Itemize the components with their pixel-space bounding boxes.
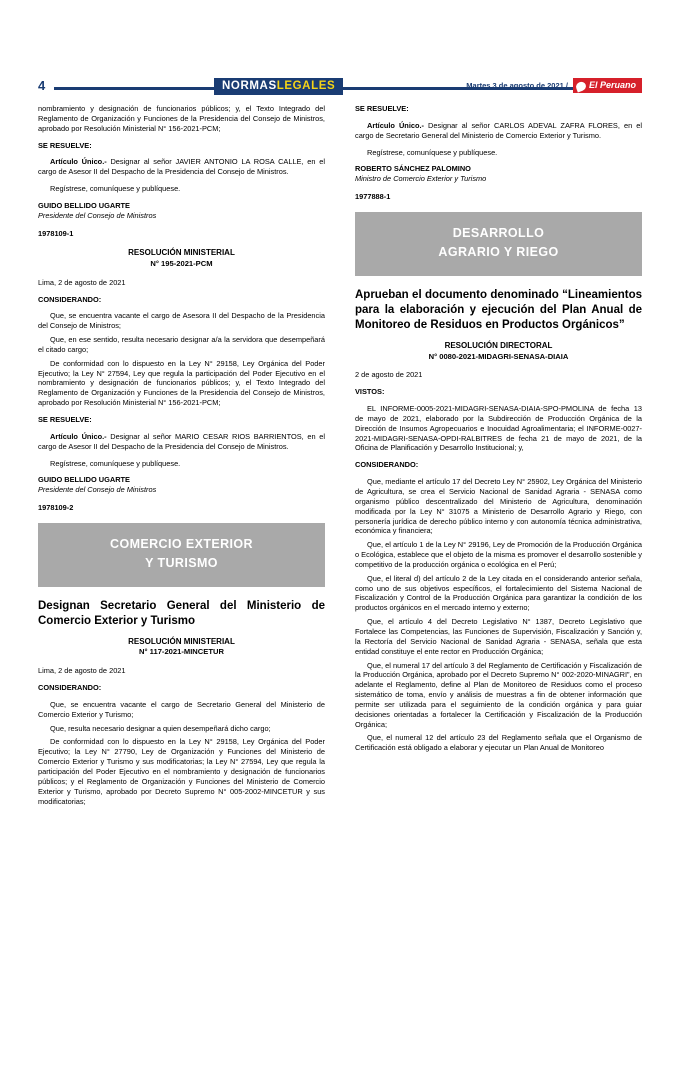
- paragraph: De conformidad con lo dispuesto en la Ley N° 29158, Ley Orgánica del Poder Ejecutivo; la Ley N° 27790, Ley de Organización y Funciones del Ministerio de Comercio Exterior y Turismo y sus modificatorias; la Ley N° 27594, Ley que regula la participación del Poder Ejecutivo en el nombramiento y designación de funcionarios públicos; y el Reglamento de Organización y Funciones del Ministerio de Comercio Exterior y Turismo, aprobado por Decreto Supremo N° 005-2002-MINCETUR y sus modificatorias;: [38, 737, 325, 806]
- registrese-line: Regístrese, comuníquese y publíquese.: [367, 147, 498, 157]
- masthead-title-normas: NORMAS: [222, 80, 277, 92]
- considerando-heading: CONSIDERANDO:: [38, 683, 102, 693]
- lima-date: Lima, 2 de agosto de 2021: [38, 277, 126, 287]
- se-resuelve-heading: SE RESUELVE:: [38, 414, 92, 424]
- vistos-heading: VISTOS:: [355, 387, 385, 397]
- resolution-title-line1: RESOLUCIÓN MINISTERIAL: [128, 636, 235, 646]
- articulo-text: Designar al señor CARLOS ADEVAL ZAFRA FLORES, en el cargo de Secretario General del Ministerio de Comercio Exterior y Turismo.: [355, 120, 642, 140]
- resolution-title: [38, 637, 325, 657]
- paragraph: Que, el artículo 4 del Decreto Legislativo N° 1387, Decreto Legislativo que Fortalece las Competencias, las Funciones de Supervisión, Fiscalización y Sanción y, la Rectoría del Servicio Nacional de Sanidad Agraria - SENASA, señala que esta entidad constituye el ente rector en Producción Orgánica;: [355, 617, 642, 656]
- page-masthead: [38, 78, 642, 97]
- resolution-title-line1: RESOLUCIÓN MINISTERIAL: [128, 248, 235, 258]
- paragraph: Que, mediante el artículo 17 del Decreto Ley N° 25902, Ley Orgánica del Ministerio de Agricultura, se crea el Servicio Nacional de Sanidad Agraria - SENASA como organismo público descentralizado del Ministerio de Agricultura, denominación modificada por la Ley N° 31075 a Ministerio de Desarrollo Agrario y Riego, con personería jurídica de derecho público interno y con autonomía técnica administrativa, económica y financiera;: [355, 477, 642, 536]
- document-id: 1978109-2: [38, 503, 74, 513]
- considerando-heading: CONSIDERANDO:: [38, 294, 102, 304]
- normas-legales-logo: [214, 78, 343, 95]
- paragraph: Que, en ese sentido, resulta necesario designar a/a la servidora que desempeñará el citado cargo;: [38, 335, 325, 354]
- registrese-line: Regístrese, comuníquese y publíquese.: [50, 184, 181, 194]
- banner-line-2: Y TURISMO: [145, 556, 218, 571]
- document-id: 1978109-1: [38, 228, 74, 238]
- el-peruano-logo: [573, 78, 642, 93]
- brand-label: El Peruano: [588, 80, 636, 90]
- articulo-text: Designar al señor MARIO CESAR RIOS BARRIENTOS, en el cargo de Asesor II del Despacho de la Presidencia del Consejo de Ministros.: [38, 431, 325, 451]
- section-banner-comercio-exterior: [38, 523, 325, 587]
- article-title: Aprueban el documento denominado “Lineamientos para la elaboración y ejecución del Plan Anual de Monitoreo de Residuos en Productos Orgánicos”: [355, 288, 642, 331]
- banner-line-2: AGRARIO Y RIEGO: [438, 245, 559, 260]
- paragraph: Que, se encuentra vacante el cargo de Secretario General del Ministerio de Comercio Exterior y Turismo;: [38, 699, 325, 719]
- banner-line-1: COMERCIO EXTERIOR: [110, 536, 253, 551]
- resolution-title: [355, 341, 642, 361]
- document-id: 1977888-1: [355, 192, 391, 202]
- right-column: [355, 104, 642, 757]
- signature-role: Presidente del Consejo de Ministros: [38, 485, 157, 495]
- paragraph: Que, el numeral 12 del artículo 23 del Reglamento señala que el Organismo de Certificación está obligado a elaborar y ejecutar un Plan Anual de Monitoreo: [355, 733, 642, 753]
- articulo-label: Artículo Único.-: [50, 431, 107, 441]
- registrese-line: Regístrese, comuníquese y publíquese.: [50, 458, 181, 468]
- signature-name: GUIDO BELLIDO UGARTE: [38, 200, 130, 210]
- resolution-title: [38, 248, 325, 268]
- se-resuelve-heading: SE RESUELVE:: [38, 140, 92, 150]
- paragraph: Que, resulta necesario designar a quien desempeñará dicho cargo;: [50, 723, 271, 733]
- se-resuelve-heading: SE RESUELVE:: [355, 104, 409, 113]
- articulo-label: Artículo Único.-: [50, 157, 107, 167]
- paragraph: EL INFORME-0005-2021-MIDAGRI-SENASA-DIAIA-SPO-PMOLINA de fecha 13 de mayo de 2021, elaborado por la Subdirección de Producción Orgánica de la Dirección de Insumos Agropecuarios e Inocuidad Agroalimentaria; el INFORME-0027- 2021-MIDAGRI-SENASA-OPDI-RALBITRES de fecha 21 de mayo de 2021, de la Oficina de Planificación y Desarrollo Institucional; y,: [355, 404, 642, 453]
- masthead-title-legales: LEGALES: [276, 80, 336, 92]
- resolution-title-line1: RESOLUCIÓN DIRECTORAL: [444, 341, 553, 351]
- paragraph: Que, el literal d) del artículo 2 de la Ley citada en el considerando anterior señala, como uno de sus objetivos específicos, el fortalecimiento del Sistema Nacional de Fiscalización y Control de la Producción Orgánica para garantizar la condición de los productos orgánicos en el mercado interno y externo;: [355, 573, 642, 613]
- paragraph: Que, el numeral 17 del artículo 3 del Reglamento de Certificación y Fiscalización de la Producción Orgánica, aprobado por el Decreto Supremo N° 002-2020-MINAGRI”, en adelante el Reglamento, define al Plan de Monitoreo de Residuos como el proceso sistemático de toma, envío y análisis de muestras a fin de obtener información que permite ser utilizada para el seguimiento de la condición orgánica y para guiar decisiones orientadas a fortalecer la Certificación y Fiscalización de la Producción Orgánica;: [355, 660, 642, 729]
- paragraph: nombramiento y designación de funcionarios públicos; y, el Texto Integrado del Reglamento de Organización y Funciones de la Presidencia del Consejo de Ministros, aprobado por Resolución Ministerial N° 156-2021-PCM;: [38, 104, 325, 133]
- signature-role: Presidente del Consejo de Ministros: [38, 210, 157, 220]
- swoosh-icon: [575, 81, 587, 93]
- articulo-text: Designar al señor JAVIER ANTONIO LA ROSA CALLE, en el cargo de Asesor II del Despacho de la Presidencia del Consejo de Ministros.: [38, 157, 325, 177]
- articulo-unico-1: [38, 157, 325, 177]
- paragraph: Que, el artículo 1 de la Ley N° 29196, Ley de Promoción de la Producción Orgánica o Ecológica, establece que el objeto de la misma es promover el desarrollo sostenible y competitivo de la producción orgánica o ecológica en el Perú;: [355, 540, 642, 569]
- articulo-label: Artículo Único.-: [367, 120, 425, 130]
- article-title: Designan Secretario General del Ministerio de Comercio Exterior y Turismo: [38, 599, 325, 627]
- resolution-title-line2: N° 195-2021-PCM: [150, 258, 213, 268]
- signature-role: Ministro de Comercio Exterior y Turismo: [355, 174, 487, 184]
- left-column: [38, 104, 325, 813]
- masthead-dateline: Martes 3 de agosto de 2021 /: [466, 81, 568, 90]
- banner-line-1: DESARROLLO: [452, 225, 545, 240]
- signature-name: ROBERTO SÁNCHEZ PALOMINO: [355, 164, 471, 174]
- articulo-unico-1: [355, 121, 642, 141]
- articulo-unico-2: [38, 432, 325, 452]
- resolution-title-line2: N° 0080-2021-MIDAGRI-SENASA-DIAIA: [428, 351, 569, 361]
- paragraph: Que, se encuentra vacante el cargo de Asesora II del Despacho de la Presidencia del Consejo de Ministros;: [38, 311, 325, 331]
- resolution-title-line2: N° 117-2021-MINCETUR: [139, 647, 224, 657]
- paragraph: De conformidad con lo dispuesto en la Ley N° 29158, Ley Orgánica del Poder Ejecutivo; la Ley N° 27594, Ley que regula la participación del Poder Ejecutivo en el nombramiento y designación de funcionarios públicos; y, el Texto Integrado del Reglamento de Organización y Funciones de la Presidencia del Consejo de Ministros, aprobado por Resolución Ministerial N° 156-2021-PCM;: [38, 358, 325, 408]
- signature-name: GUIDO BELLIDO UGARTE: [38, 475, 130, 485]
- section-banner-desarrollo-agrario: [355, 212, 642, 276]
- lima-date: Lima, 2 de agosto de 2021: [38, 666, 126, 676]
- considerando-heading: CONSIDERANDO:: [355, 460, 419, 470]
- page-number: 4: [38, 78, 46, 93]
- resolution-date: 2 de agosto de 2021: [355, 370, 423, 380]
